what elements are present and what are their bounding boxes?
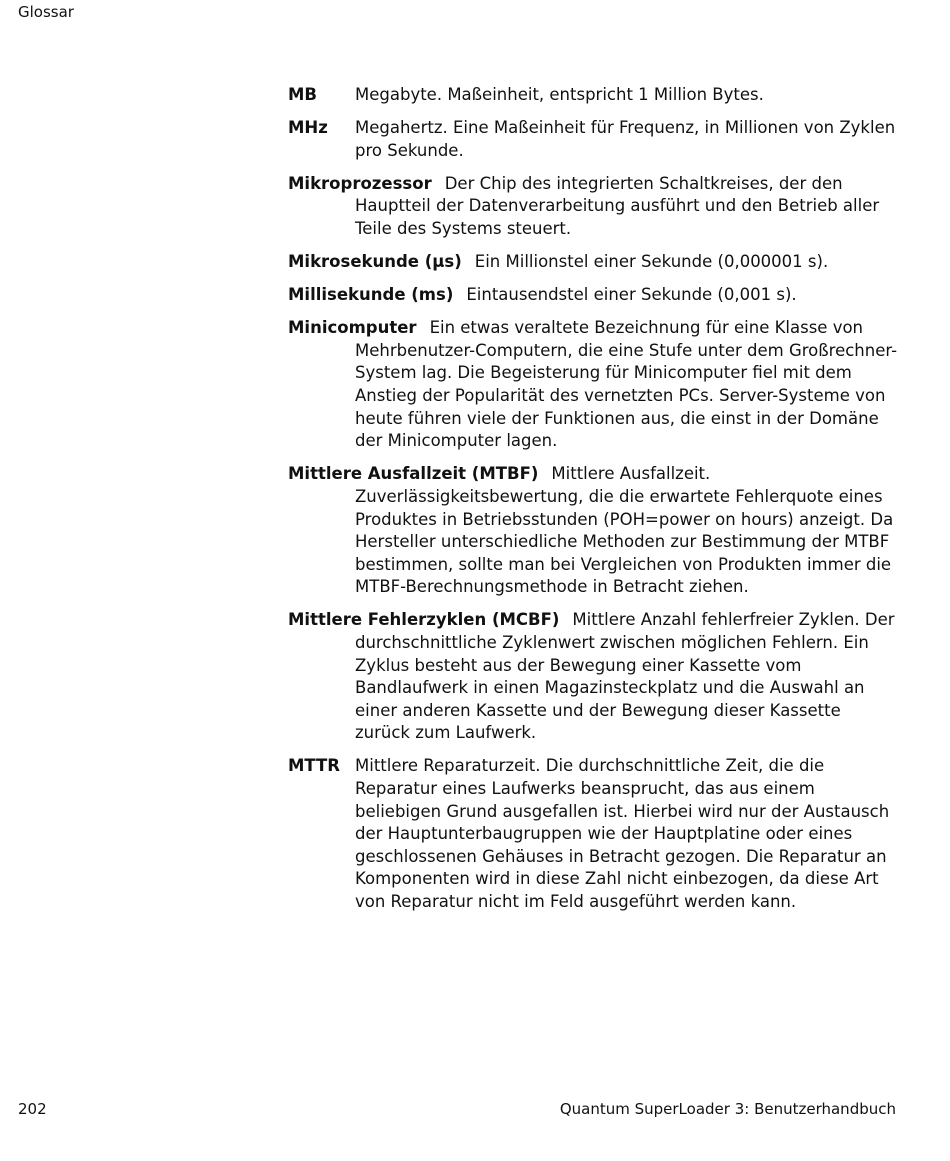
glossary-entry xyxy=(288,463,900,599)
glossary-term: MHz xyxy=(288,118,328,138)
glossary-term: MB xyxy=(288,85,317,104)
glossary-entry xyxy=(288,755,900,913)
glossary-definition: Mittlere Reparaturzeit. Die durchschnittliche Zeit, die die Reparatur eines Laufwerks beansprucht, das aus einem beliebigen Grund ausgefallen ist. Hierbei wird nur der Austausch der Hauptunterbaugruppen wie der Hauptplatine oder eines geschlossenen Gehäuses in Betracht gezogen. Die Reparatur an Komponenten wird in diese Zahl nicht einbezogen, da diese Art von Reparatur nicht im Feld ausgeführt werden kann. xyxy=(355,756,890,911)
page-number: 202 xyxy=(18,1100,47,1118)
glossary-definition: Ein Millionstel einer Sekunde (0,000001 s). xyxy=(474,252,829,272)
glossary-term: Mittlere Fehlerzyklen (MCBF) xyxy=(288,610,560,630)
glossary-entry xyxy=(288,317,900,453)
glossary-entry xyxy=(288,284,900,307)
running-header: Glossar xyxy=(18,3,74,21)
glossary-definition: Eintausendstel einer Sekunde (0,001 s). xyxy=(466,285,797,305)
glossary-term: MTTR xyxy=(288,756,341,776)
glossary-entry xyxy=(288,251,900,274)
glossary-entry xyxy=(288,173,900,241)
glossary-definition: Mittlere Anzahl fehlerfreier Zyklen. Der durchschnittliche Zyklenwert zwischen möglichen Fehlern. Ein Zyklus besteht aus der Bewegung einer Kassette vom Bandlaufwerk in einen Magazinsteckplatz und die Auswahl an einer anderen Kassette und der Bewegung dieser Kassette zurück zum Laufwerk. xyxy=(355,610,895,743)
glossary-term: Mikroprozessor xyxy=(288,173,432,193)
glossary-term: Mittlere Ausfallzeit (MTBF) xyxy=(288,464,539,484)
glossary-definition: Der Chip des integrierten Schaltkreises, der den Hauptteil der Datenverarbeitung ausführt und den Betrieb aller Teile des Systems steuert. xyxy=(355,173,880,238)
glossary-definition: Megabyte. Maßeinheit, entspricht 1 Million Bytes. xyxy=(355,85,764,104)
glossary-term: Mikrosekunde (µs) xyxy=(288,252,462,272)
glossary-entry xyxy=(288,84,900,107)
glossary-term: Millisekunde (ms) xyxy=(288,285,454,305)
document-title: Quantum SuperLoader 3: Benutzerhandbuch xyxy=(559,1100,896,1118)
glossary-definition: Mittlere Ausfallzeit. Zuverlässigkeitsbewertung, die die erwartete Fehlerquote eines Produktes in Betriebsstunden (POH=power on hours) anzeigt. Da Hersteller unterschiedliche Methoden zur Bestimmung der MTBF bestimmen, sollte man bei Vergleichen von Produkten immer die MTBF-Berechnungsmethode in Betracht ziehen. xyxy=(355,464,894,597)
glossary-definition: Megahertz. Eine Maßeinheit für Frequenz, in Millionen von Zyklen pro Sekunde. xyxy=(355,118,896,160)
glossary-entry xyxy=(288,117,900,162)
glossary-list xyxy=(288,84,900,924)
glossary-entry xyxy=(288,609,900,745)
glossary-term: Minicomputer xyxy=(288,318,417,338)
glossary-definition: Ein etwas veraltete Bezeichnung für eine Klasse von Mehrbenutzer-Computern, die eine Stufe unter dem Großrechner-System lag. Die Begeisterung für Minicomputer fiel mit dem Anstieg der Popularität des vernetzten PCs. Server-Systeme von heute führen viele der Funktionen aus, die einst in der Domäne der Minicomputer lagen. xyxy=(355,318,898,451)
